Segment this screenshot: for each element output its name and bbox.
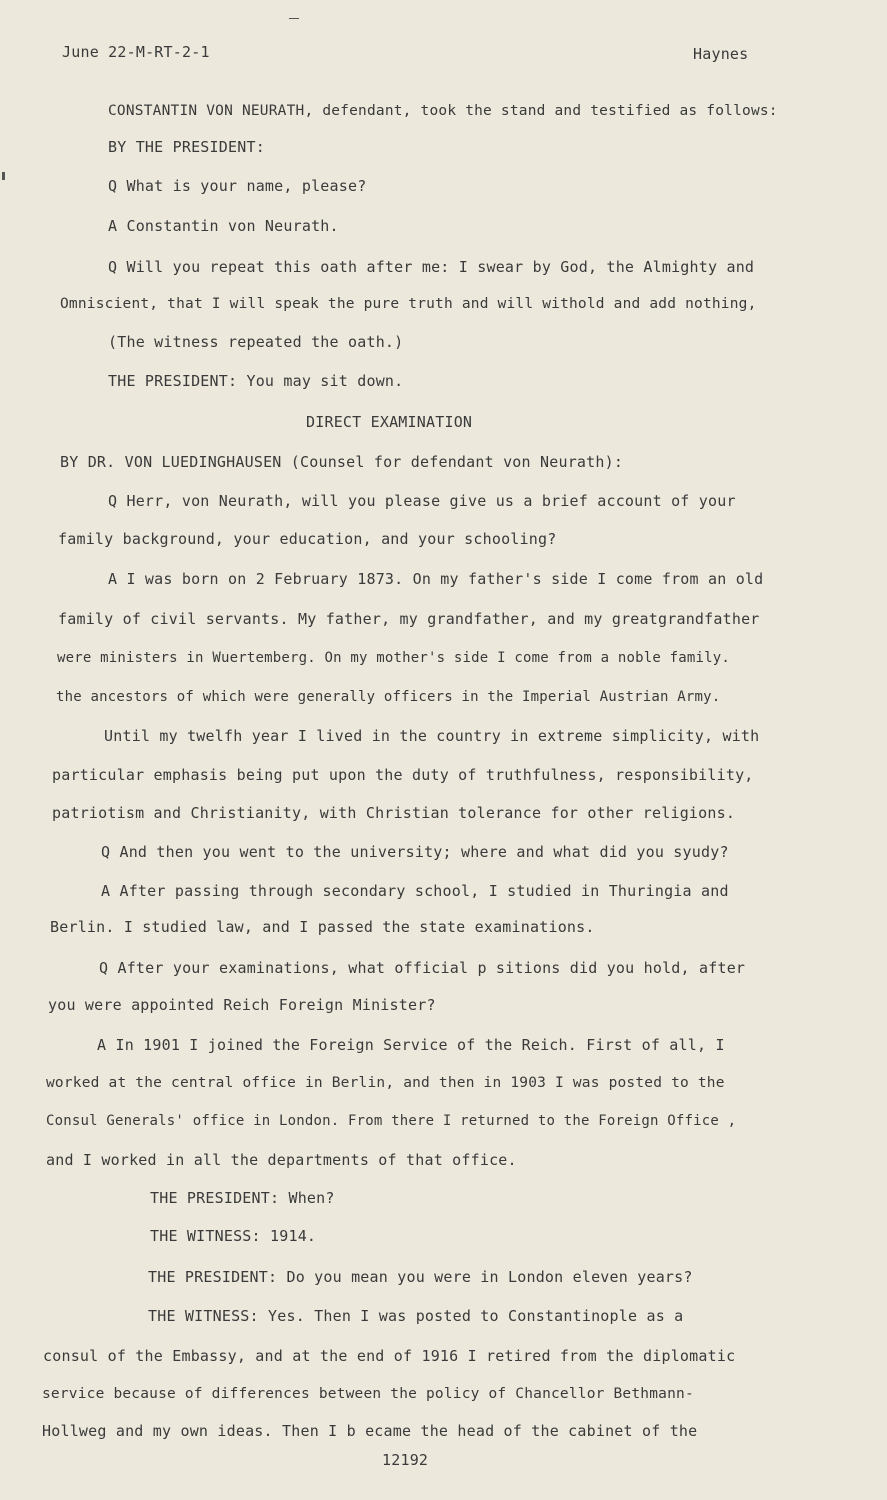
text-line: A After passing through secondary school, I studied in Thuringia and <box>101 882 729 900</box>
header-left: June 22-M-RT-2-1 <box>62 43 210 61</box>
text-line: were ministers in Wuertemberg. On my mother's side I come from a noble family. <box>57 650 731 666</box>
text-line: THE WITNESS: 1914. <box>150 1227 317 1245</box>
text-line: Q Will you repeat this oath after me: I swear by God, the Almighty and <box>108 258 755 276</box>
text-line: A In 1901 I joined the Foreign Service of the Reich. First of all, I <box>97 1036 725 1054</box>
text-line: BY DR. VON LUEDINGHAUSEN (Counsel for defendant von Neurath): <box>60 453 624 471</box>
text-line: Q After your examinations, what official p sitions did you hold, after <box>99 959 746 977</box>
text-line: (The witness repeated the oath.) <box>108 333 404 351</box>
text-line: you were appointed Reich Foreign Minister? <box>48 996 436 1014</box>
text-line: Berlin. I studied law, and I passed the state examinations. <box>50 918 595 936</box>
text-line: consul of the Embassy, and at the end of 1916 I retired from the diplomatic <box>43 1347 736 1365</box>
text-line: THE PRESIDENT: Do you mean you were in London eleven years? <box>148 1268 693 1286</box>
text-line: Omniscient, that I will speak the pure truth and will withold and add nothing, <box>60 296 757 312</box>
header-right: Haynes <box>693 45 749 63</box>
text-line: THE PRESIDENT: When? <box>150 1189 335 1207</box>
text-line: Consul Generals' office in London. From there I returned to the Foreign Office , <box>46 1113 737 1129</box>
text-line: the ancestors of which were generally officers in the Imperial Austrian Army. <box>56 689 721 705</box>
top-dash-mark <box>289 18 299 19</box>
text-line: THE WITNESS: Yes. Then I was posted to Constantinople as a <box>148 1307 684 1325</box>
text-line: worked at the central office in Berlin, and then in 1903 I was posted to the <box>46 1075 725 1091</box>
section-heading: DIRECT EXAMINATION <box>306 413 473 431</box>
text-line: Until my twelfh year I lived in the country in extreme simplicity, with <box>104 727 760 745</box>
text-line: particular emphasis being put upon the duty of truthfulness, responsibility, <box>52 766 754 784</box>
text-line: THE PRESIDENT: You may sit down. <box>108 372 404 390</box>
text-line: service because of differences between the policy of Chancellor Bethmann- <box>42 1386 694 1402</box>
page-number: 12192 <box>382 1451 429 1469</box>
text-line: Q What is your name, please? <box>108 177 367 195</box>
text-line: A Constantin von Neurath. <box>108 217 339 235</box>
text-line: family background, your education, and your schooling? <box>58 530 557 548</box>
text-line: CONSTANTIN VON NEURATH, defendant, took the stand and testified as follows: <box>108 103 778 119</box>
text-line: A I was born on 2 February 1873. On my father's side I come from an old <box>108 570 764 588</box>
text-line: Q Herr, von Neurath, will you please give us a brief account of your <box>108 492 736 510</box>
text-line: Hollweg and my own ideas. Then I b ecame the head of the cabinet of the <box>42 1422 698 1440</box>
text-line: BY THE PRESIDENT: <box>108 138 265 156</box>
text-line: family of civil servants. My father, my grandfather, and my greatgrandfather <box>58 610 760 628</box>
text-line: patriotism and Christianity, with Christian tolerance for other religions. <box>52 804 736 822</box>
text-line: Q And then you went to the university; where and what did you syudy? <box>101 843 729 861</box>
left-edge-mark <box>2 172 5 180</box>
text-line: and I worked in all the departments of that office. <box>46 1151 517 1169</box>
